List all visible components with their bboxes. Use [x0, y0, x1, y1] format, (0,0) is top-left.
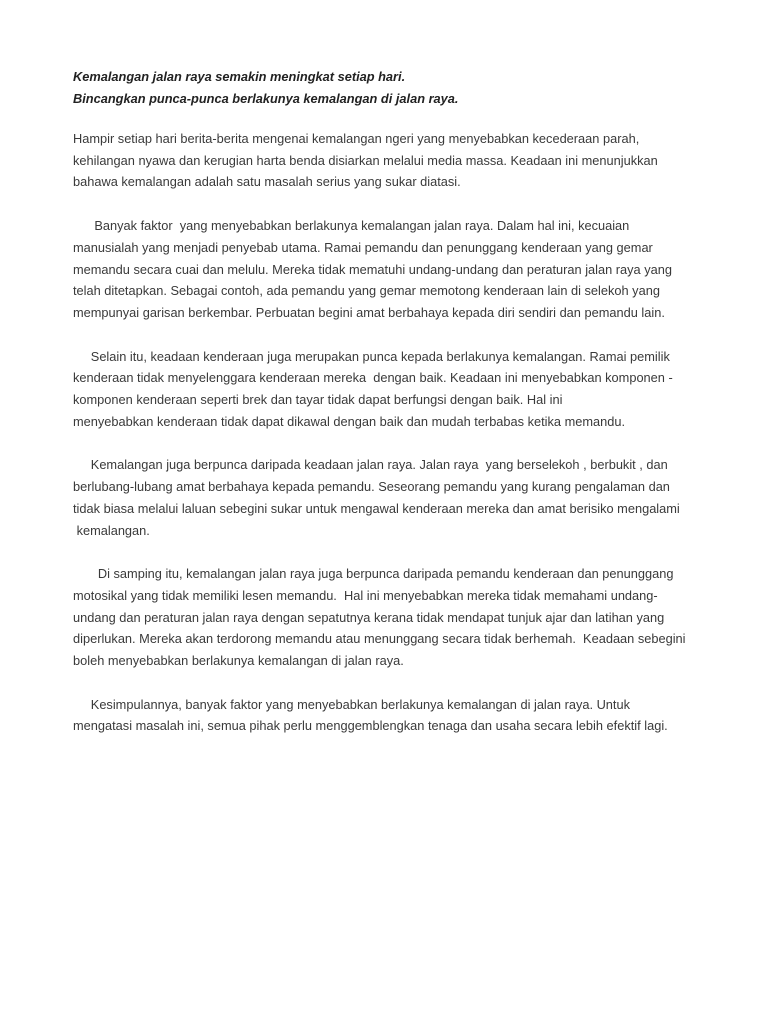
- paragraph-road-condition: Kemalangan juga berpunca daripada keadaan jalan raya. Jalan raya yang berselekoh , berbukit , dan berlubang-lubang amat berbahaya kepada pemandu. Seseorang pemandu yang kurang pengalaman dan tidak biasa melalui laluan sebegini sukar untuk mengawal kenderaan mereka dan amat berisiko mengalami kemalangan.: [73, 457, 680, 538]
- essay-question: Bincangkan punca-punca berlakunya kemalangan di jalan raya.: [73, 91, 459, 106]
- paragraph-unlicensed-drivers: Di samping itu, kemalangan jalan raya juga berpunca daripada pemandu kenderaan dan penunggang motosikal yang tidak memiliki lesen memandu. Hal ini menyebabkan mereka tidak memahami undang- undang dan peraturan jalan raya dengan sepatutnya kerana tidak mendapat tunjuk ajar dan latihan yang diperlukan. Mereka akan terdorong memandu atau menunggang secara tidak berhemah. Keadaan sebegini boleh menyebabkan berlakunya kemalangan di jalan raya.: [73, 566, 686, 669]
- essay-title: Kemalangan jalan raya semakin meningkat setiap hari.: [73, 69, 406, 84]
- document-body: [73, 66, 701, 759]
- paragraph-introduction: Hampir setiap hari berita-berita mengenai kemalangan ngeri yang menyebabkan kecederaan parah, kehilangan nyawa dan kerugian harta benda disiarkan melalui media massa. Keadaan ini menunjukkan bahawa kemalangan adalah satu masalah serius yang sukar diatasi.: [73, 131, 658, 190]
- paragraph-human-negligence: Banyak faktor yang menyebabkan berlakunya kemalangan jalan raya. Dalam hal ini, kecuaian manusialah yang menjadi penyebab utama. Ramai pemandu dan penunggang kenderaan yang gemar memandu secara cuai dan melulu. Mereka tidak mematuhi undang-undang dan peraturan jalan raya yang telah ditetapkan. Sebagai contoh, ada pemandu yang gemar memotong kenderaan lain di selekoh yang mempunyai garisan berkembar. Perbuatan begini amat berbahaya kepada diri sendiri dan pemandu lain.: [73, 218, 672, 320]
- paragraph-conclusion: Kesimpulannya, banyak faktor yang menyebabkan berlakunya kemalangan di jalan raya. Untuk mengatasi masalah ini, semua pihak perlu menggemblengkan tenaga dan usaha secara lebih efektif lagi.: [73, 696, 668, 734]
- paragraph-vehicle-condition: Selain itu, keadaan kenderaan juga merupakan punca kepada berlakunya kemalangan. Ramai pemilik kenderaan tidak menyelenggara kenderaan mereka dengan baik. Keadaan ini menyebabkan komponen - komponen kenderaan seperti brek dan tayar tidak dapat berfungsi dengan baik. Hal ini menyebabkan kenderaan tidak dapat dikawal dengan baik dan mudah terbabas ketika memandu.: [73, 348, 673, 429]
- essay-title-block: [73, 66, 701, 110]
